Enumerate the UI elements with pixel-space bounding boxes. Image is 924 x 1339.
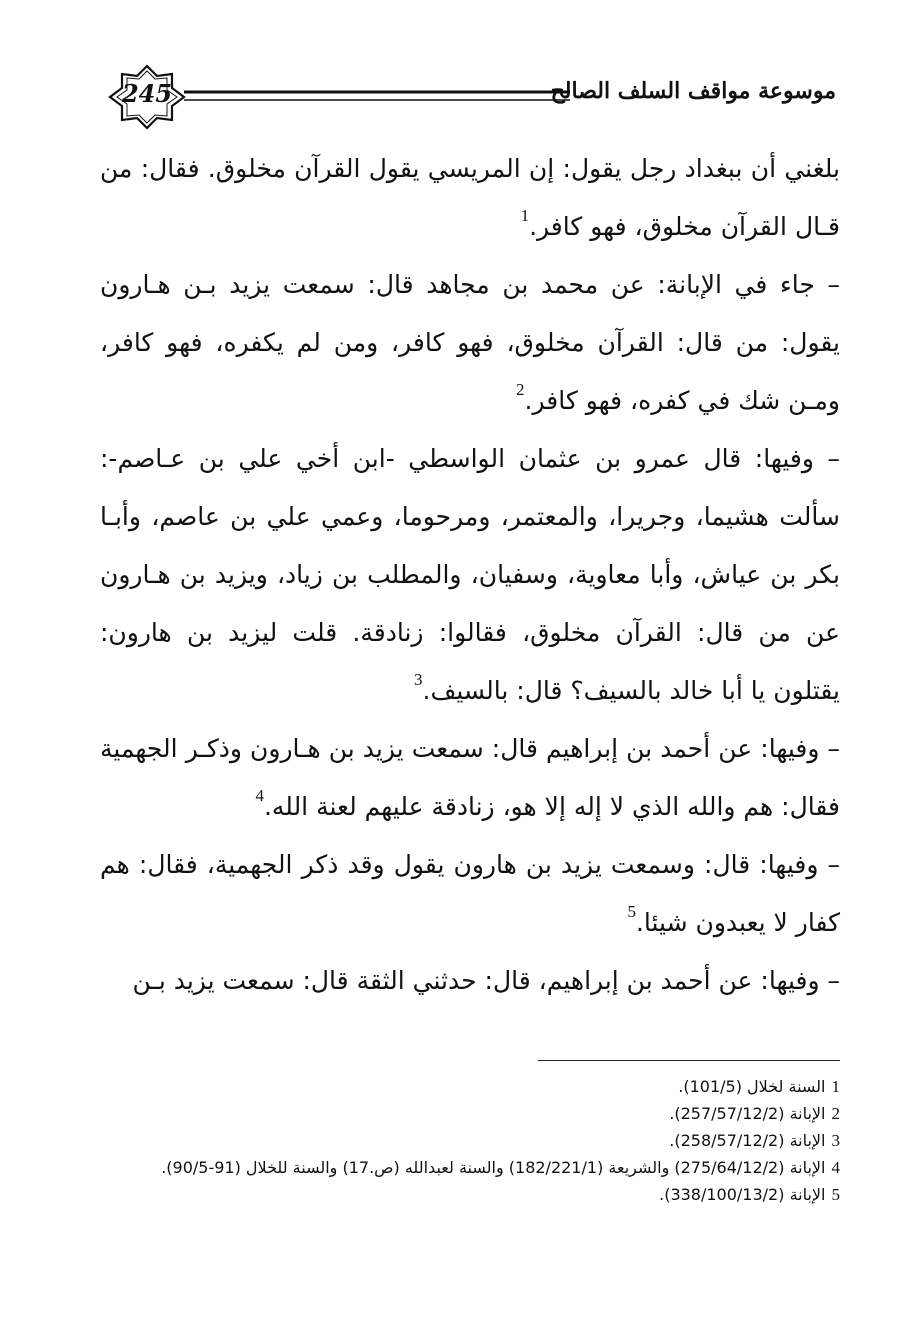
footnote-number: 5 bbox=[831, 1185, 840, 1204]
paragraph-text: – وفيها: عن أحمد بن إبراهيم قال: سمعت يزيد بن هـارون وذكـر الجهمية فقال: هم والله الذي لا إله إلا هو، زنادقة عليهم لعنة الله. bbox=[100, 734, 840, 821]
footnote-text: الإبانة (257/57/12/2). bbox=[669, 1104, 826, 1123]
paragraph bbox=[100, 140, 840, 256]
footnote-ref: 1 bbox=[520, 206, 530, 225]
paragraph bbox=[100, 952, 840, 1010]
page-header bbox=[100, 62, 840, 132]
paragraph-text: – وفيها: قال: وسمعت يزيد بن هارون يقول وقد ذكر الجهمية، فقال: هم كفار لا يعبدون شيئا. bbox=[100, 850, 840, 937]
footnote bbox=[100, 1127, 840, 1154]
footnote-text: الإبانة (275/64/12/2) والشريعة (182/221/1) والسنة لعبدالله (ص.17) والسنة للخلال (91-90/5). bbox=[161, 1158, 826, 1177]
footnote bbox=[100, 1154, 840, 1181]
running-title: موسوعة مواقف السلف الصالح bbox=[550, 78, 836, 104]
paragraph-text: – جاء في الإبانة: عن محمد بن مجاهد قال: سمعت يزيد بـن هـارون يقول: من قال: القرآن مخلوق، فهو كافر، ومن لم يكفره، فهو كافر، ومـن شك في كفره، فهو كافر. bbox=[100, 270, 840, 415]
footnote-text: الإبانة (338/100/13/2). bbox=[659, 1185, 826, 1204]
footnote-ref: 2 bbox=[516, 380, 525, 399]
page-number: 245 bbox=[121, 79, 173, 108]
paragraph bbox=[100, 430, 840, 720]
main-text bbox=[100, 140, 840, 1010]
paragraph-text: بلغني أن ببغداد رجل يقول: إن المريسي يقول القرآن مخلوق. فقال: من قـال القرآن مخلوق، فهو كافر. bbox=[100, 154, 840, 241]
footnote bbox=[100, 1181, 840, 1208]
footnote-text: الإبانة (258/57/12/2). bbox=[669, 1131, 826, 1150]
footnote-number: 1 bbox=[831, 1077, 840, 1096]
paragraph-text: – وفيها: قال عمرو بن عثمان الواسطي -ابن أخي علي بن عـاصم-: سألت هشيما، وجريرا، والمعتمر، ومرحوما، وعمي علي بن عاصم، وأبـا بكر بن عياش، وأبا معاوية، وسفيان، والمطلب بن زياد، ويزيد بن هـارون عن من قال: القرآن مخلوق، فقالوا: زنادقة. قلت ليزيد بن هارون: يقتلون يا أبا خالد بالسيف؟ قال: بالسيف. bbox=[100, 444, 840, 705]
footnote-number: 2 bbox=[831, 1104, 840, 1123]
footnote-ref: 5 bbox=[627, 902, 636, 921]
footnote-ref: 4 bbox=[255, 786, 264, 805]
footnote-text: السنة لخلال (101/5). bbox=[678, 1077, 826, 1096]
footnote bbox=[100, 1100, 840, 1127]
footnotes bbox=[100, 1073, 840, 1208]
paragraph bbox=[100, 836, 840, 952]
paragraph-text: – وفيها: عن أحمد بن إبراهيم، قال: حدثني الثقة قال: سمعت يزيد بـن bbox=[132, 966, 840, 995]
paragraph bbox=[100, 256, 840, 430]
paragraph bbox=[100, 720, 840, 836]
footnote-number: 3 bbox=[831, 1131, 840, 1150]
footnote-ref: 3 bbox=[414, 670, 423, 689]
footnote bbox=[100, 1073, 840, 1100]
footnote-number: 4 bbox=[831, 1158, 840, 1177]
footnote-separator bbox=[538, 1060, 840, 1061]
